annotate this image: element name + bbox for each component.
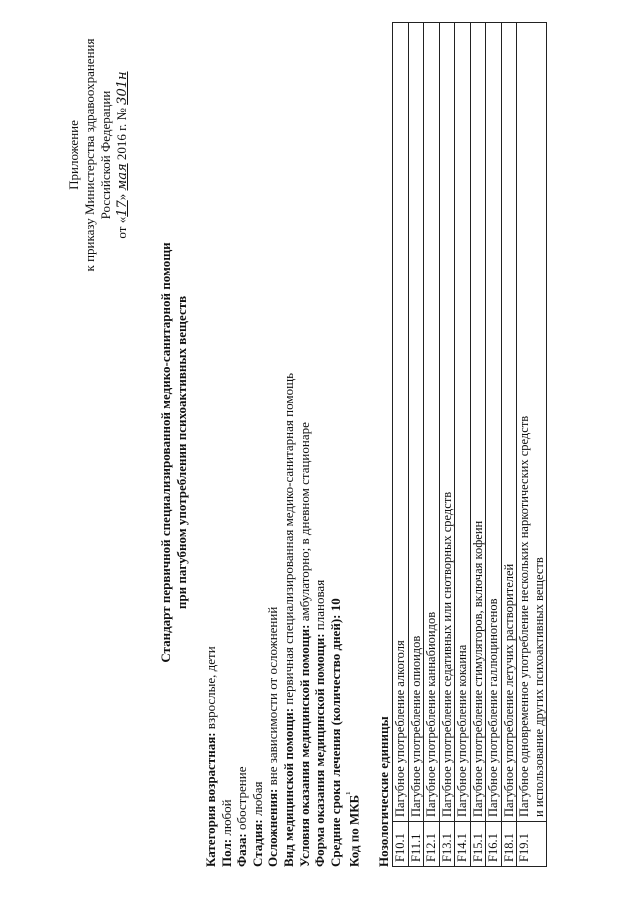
param-stage: Стадия: любая bbox=[249, 781, 265, 867]
table-row bbox=[439, 23, 455, 867]
order-number-handwritten: 301н bbox=[115, 71, 130, 105]
document-title bbox=[158, 0, 190, 905]
mkb-code: F10.1 bbox=[393, 822, 409, 867]
mkb-code: F16.1 bbox=[486, 822, 502, 867]
mkb-description: Пагубное употребление опиоидов bbox=[408, 23, 424, 822]
table-row bbox=[455, 23, 471, 867]
mkb-description: Пагубное употребление алкоголя bbox=[393, 23, 409, 822]
param-phase: Фаза: обострение bbox=[234, 766, 250, 867]
appendix-title: Приложение bbox=[66, 120, 81, 190]
param-complications: Осложнения: вне зависимости от осложнений bbox=[265, 606, 281, 867]
mkb-code: F13.1 bbox=[439, 822, 455, 867]
mkb-description bbox=[517, 23, 547, 822]
mkb-description-line-2: и использование других психоактивных веществ bbox=[531, 557, 546, 817]
table-row bbox=[408, 23, 424, 867]
mkb-code: F14.1 bbox=[455, 822, 471, 867]
appendix-block bbox=[66, 35, 131, 275]
mkb-description: Пагубное употребление стимуляторов, включая кофеин bbox=[470, 23, 486, 822]
mkb-description-line-1: Пагубное одновременное употребление нескольких наркотических средств bbox=[517, 415, 531, 817]
date-prefix: от « bbox=[114, 216, 129, 239]
appendix-order-line: к приказу Министерства здравоохранения bbox=[82, 38, 97, 272]
table-row bbox=[470, 23, 486, 867]
param-care-conditions: Условия оказания медицинской помощи: амбулаторно; в дневном стационаре bbox=[296, 422, 312, 867]
nosological-units-heading: Нозологические единицы bbox=[376, 716, 391, 867]
table-row bbox=[424, 23, 440, 867]
date-mid: » bbox=[114, 193, 129, 201]
param-age: Категория возрастная: взрослые, дети bbox=[203, 646, 218, 867]
date-month-handwritten: мая bbox=[115, 163, 130, 191]
mkb-description: Пагубное употребление летучих растворителей bbox=[501, 23, 517, 822]
appendix-ministry-line: Российской Федерации bbox=[98, 90, 113, 220]
mkb-description: Пагубное употребление каннабиоидов bbox=[424, 23, 440, 822]
mkb-description: Пагубное употребление кокаина bbox=[455, 23, 471, 822]
mkb-code: F15.1 bbox=[470, 822, 486, 867]
table-row bbox=[486, 23, 502, 867]
param-duration: Средние сроки лечения (количество дней): 10 bbox=[327, 598, 343, 867]
appendix-date-line bbox=[114, 35, 131, 275]
title-line-1: Стандарт первичной специализированной медико-санитарной помощи bbox=[158, 242, 173, 663]
table-row bbox=[393, 23, 409, 867]
param-sex: Пол: любой bbox=[218, 799, 234, 867]
mkb-table bbox=[392, 22, 547, 867]
param-care-type: Вид медицинской помощи: первичная специализированная медико-санитарная помощь bbox=[280, 372, 296, 867]
date-day-handwritten: 17 bbox=[115, 200, 130, 217]
param-mkb-code: Код по $МКБ^{^1}$ bbox=[344, 791, 362, 867]
mkb-code: F11.1 bbox=[408, 822, 424, 867]
mkb-code: F19.1 bbox=[517, 822, 547, 867]
mkb-description: Пагубное употребление галлюциногенов bbox=[486, 23, 502, 822]
table-row bbox=[501, 23, 517, 867]
standard-parameters bbox=[203, 27, 362, 867]
param-care-form: Форма оказания медицинской помощи: плановая bbox=[312, 579, 328, 867]
date-year: 2016 г. № bbox=[114, 108, 129, 161]
mkb-code: F12.1 bbox=[424, 822, 440, 867]
table-row bbox=[517, 23, 547, 867]
mkb-description: Пагубное употребление седативных или снотворных средств bbox=[439, 23, 455, 822]
mkb-code: F18.1 bbox=[501, 822, 517, 867]
title-line-2: при пагубном употреблении психоактивных веществ bbox=[174, 295, 189, 610]
